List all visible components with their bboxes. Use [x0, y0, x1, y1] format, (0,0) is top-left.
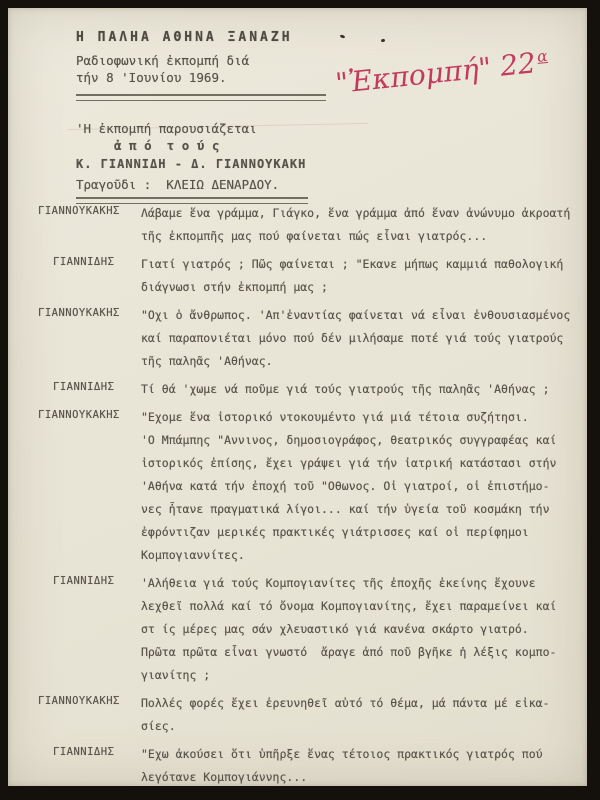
singer-credit: Τραγοῦδι : ΚΛΕΙΩ ΔΕΝΑΡΔΟΥ.: [76, 177, 280, 192]
speech-line: λεγότανε Κομπογιάννης...: [141, 770, 308, 784]
speech-lines: [141, 202, 571, 248]
presenters-block: [76, 120, 308, 204]
speech-lines: [141, 378, 565, 401]
paper-blemish: [381, 39, 386, 43]
page-title: Η ΠΑΛΗΑ ΑΘΗΝΑ ΞΑΝΑΖΗ: [76, 30, 293, 45]
dialogue-turn: [38, 202, 571, 248]
speech-line: Κομπογιαννίτες.: [141, 548, 245, 562]
presented-by-line2: ἀ π ό τ ο ύ ς: [114, 138, 220, 153]
speech-line: Πολλές φορές ἔχει ἐρευνηθεῖ αὐτό τό θέμα, μά πάντα μέ εἰκα-: [141, 696, 550, 710]
presented-by-line1: 'Η ἐκπομπή παρουσιάζεται: [76, 121, 257, 136]
dialogue-turn: [38, 692, 565, 738]
speech-line: Γιατί γιατρός ; Πῶς φαίνεται ; "Εκανε μήπως καμμιά παθολογική: [141, 257, 564, 271]
speech-line: "Εχω ἀκούσει ὅτι ὑπῆρξε ἕνας τέτοιος πρακτικός γιατρός πού: [141, 747, 543, 761]
dialogue-turn: [38, 406, 565, 567]
speech-line: λεχθεῖ πολλά καί τό ὄνομα Κομπογιανίτης, ἔχει παραμείνει καί: [141, 599, 557, 613]
dialogue-turn: [38, 572, 565, 687]
speech-line: "Οχι ὁ ἄνθρωπος. 'Απ'ἐναντίας φαίνεται νά εἶναι ἐνθουσιασμένος: [141, 308, 571, 322]
speech-line: νες ἦτανε πραγματικά λίγοι... καί τήν ὑγεία τοῦ κοσμάκη τήν: [141, 502, 550, 516]
speaker-label: ΓΙΑΝΝΟΥΚΑΚΗΣ: [38, 205, 120, 217]
speech-line: καί παραπονιέται μόνο πού δέν μιλήσαμε ποτέ γιά τούς γιατρούς: [141, 331, 564, 345]
document-header: [76, 30, 326, 101]
speech-line: 'Αλήθεια γιά τούς Κομπογιανίτες τῆς ἐποχῆς ἐκείνης ἔχουνε: [141, 576, 536, 590]
speech-line: τῆς παληᾶς 'Αθήνας.: [141, 354, 273, 368]
speech-line: Πρῶτα πρῶτα εἶναι γνωστό ἄραγε ἀπό ποῦ βγῆκε ἡ λέξις κομπο-: [141, 645, 557, 659]
speaker-label: ΓΙΑΝΝΙΔΗΣ: [53, 746, 115, 758]
speech-line: "Εχομε ἕνα ἱστορικό ντοκουμέντο γιά μιά τέτοια συζήτησι.: [141, 410, 529, 424]
speaker-label: ΓΙΑΝΝΙΔΗΣ: [53, 575, 115, 587]
paper-blemish: [340, 34, 346, 39]
typed-rule-divider: [76, 94, 326, 101]
speech-line: στ ίς μέρες μας σάν χλευαστικό γιά κανένα σκάρτο γιατρό.: [141, 622, 529, 636]
speech-lines: [141, 692, 565, 738]
broadcast-subtitle-line2: τήν 8 'Ιουνίου 1969.: [76, 70, 227, 85]
speech-lines: [141, 253, 565, 299]
speaker-label: ΓΙΑΝΝΟΥΚΑΚΗΣ: [38, 307, 120, 319]
dialogue-turn: [38, 743, 565, 789]
annotation-superscript: α: [536, 46, 549, 66]
dialogue-turn: [38, 253, 565, 299]
speech-lines: [141, 406, 565, 567]
speech-line: Τί θά 'χωμε νά ποῦμε γιά τούς γιατρούς τῆς παληᾶς 'Αθήνας ;: [141, 382, 550, 396]
dialogue-turn: [38, 304, 571, 373]
speaker-label: ΓΙΑΝΝΟΥΚΑΚΗΣ: [38, 695, 120, 707]
annotation-text: "Ἐκπομπή" 22: [334, 46, 538, 101]
speech-line: ἐφρόντιζαν μερικές πρακτικές γιάτρισσες καί οἱ περίφημοι: [141, 525, 529, 539]
speech-line: Λάβαμε ἕνα γράμμα, Γιάγκο, ἕνα γράμμα ἀπό ἕναν ἀνώνυμο ἀκροατή: [141, 206, 571, 220]
presenter-names: Κ. ΓΙΑΝΝΙΔΗ - Δ. ΓΙΑΝΝΟΥΚΑΚΗ: [76, 157, 307, 171]
speech-line: 'Ο Μπάμπης "Αννινος, δημοσιογράφος, θεατρικός συγγραφέας καί: [141, 433, 557, 447]
speech-line: διάγνωσι στήν ἐκπομπή μας ;: [141, 280, 328, 294]
speech-line: σίες.: [141, 719, 176, 733]
handwritten-annotation: [334, 45, 550, 100]
speaker-label: ΓΙΑΝΝΙΔΗΣ: [53, 256, 115, 268]
speech-line: 'Αθήνα κατά τήν ἐποχή τοῦ "Οθωνος. Οἱ γιατροί, οἱ ἐπιστήμο-: [141, 479, 550, 493]
dialogue-turn: [38, 378, 565, 401]
speech-lines: [141, 743, 565, 789]
speaker-label: ΓΙΑΝΝΟΥΚΑΚΗΣ: [38, 409, 120, 421]
speech-line: τῆς ἐκπομπῆς μας πού φαίνεται πώς εἶναι γιατρός...: [141, 229, 488, 243]
dialogue: [38, 202, 571, 794]
speech-line: ἱστορικός ἐπίσης, ἔχει γράψει γιά τήν ἰατρική κατάστασι στήν: [141, 456, 557, 470]
broadcast-subtitle-line1: Ραδιοφωνική ἐκπομπή διά: [76, 53, 250, 68]
speech-lines: [141, 304, 571, 373]
scanned-page: [8, 8, 587, 786]
speech-line: γιανίτης ;: [141, 668, 211, 682]
speech-lines: [141, 572, 565, 687]
speaker-label: ΓΙΑΝΝΙΔΗΣ: [53, 381, 115, 393]
